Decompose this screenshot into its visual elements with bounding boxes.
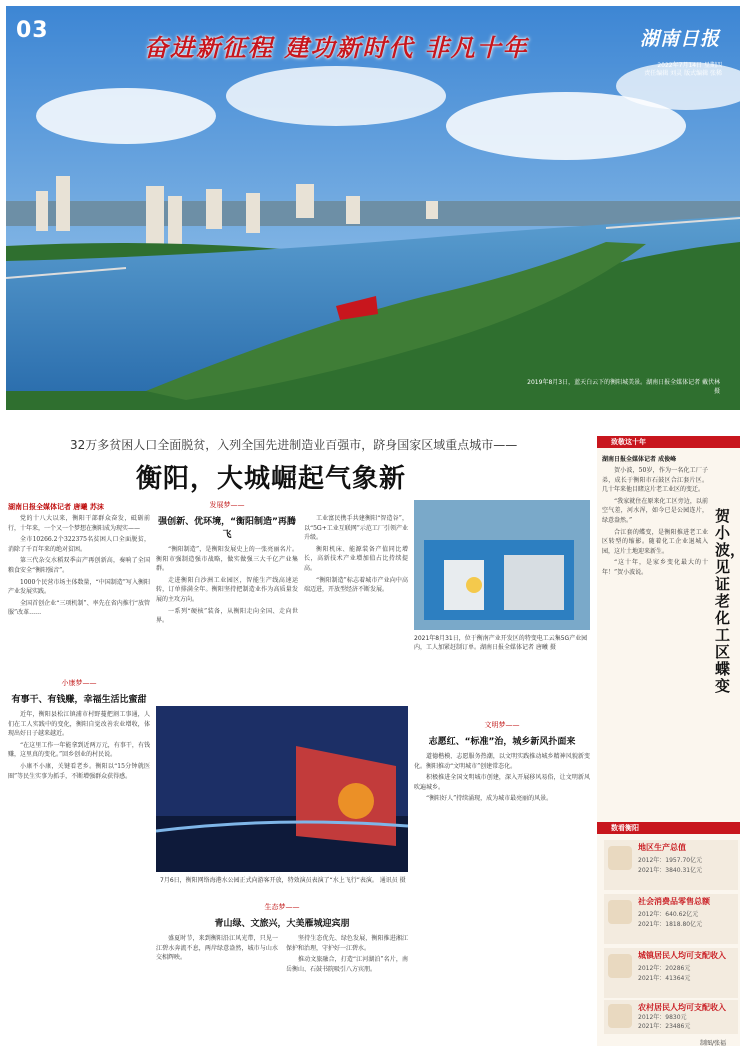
paragraph: 走进衡阳白沙洲工业园区，智能生产线高速运转，订单排满全年。衡阳坚持把制造业作为高质量发展的主攻方向。	[156, 576, 298, 603]
stat-retail	[604, 894, 738, 944]
paragraph: 积极推进全国文明城市创建，深入开展移风易俗，让文明新风吹遍城乡。	[414, 774, 590, 791]
paragraph: 1000个民营市场主体数量，“中国制造”写入衡阳产业发展实践。	[8, 578, 150, 596]
subhead-title: 强创新、优环境，“衡阳制造”再腾飞	[158, 517, 296, 540]
stat-2021: 2021年：1818.80亿元	[638, 921, 703, 928]
article-headline: 衡阳，大城崛起气象新	[136, 464, 407, 494]
stat-title: 农村居民人均可支配收入	[638, 1003, 726, 1012]
paragraph: 第三代杂交水稻双季亩产再创新高，奏响了全国粮食安全“衡阳强音”。	[8, 557, 150, 574]
farm-icon	[608, 1004, 632, 1028]
vertical-title: 贺小波，见证老化工区蝶变	[715, 507, 746, 695]
paragraph: 一系列“硬核”装备，从衡阳走向全国、走向世界。	[156, 607, 298, 625]
paragraph: “这十年，是家乡变化最大的十年！”贺小波说。	[602, 559, 708, 576]
subhead-kicker: 文明梦——	[484, 721, 520, 729]
stat-title: 地区生产总值	[638, 843, 686, 852]
factory-image	[414, 500, 590, 630]
column-eco	[156, 902, 408, 1050]
subhead-kicker: 生态梦——	[264, 903, 300, 911]
subhead-title: 志愿红、“标准”治，城乡新风扑面来	[428, 737, 576, 747]
subhead-title: 有事干、有钱赚，幸福生活比蜜甜	[11, 694, 147, 705]
factory-photo	[414, 500, 590, 630]
hero-caption: 2019年8月3日，蓝天白云下的衡阳城美景。湖南日报全媒体记者 戴伏林 摄	[527, 379, 720, 395]
paragraph: 全国首创企业“三项机制”、率先在省内推行“放管服”改革……	[8, 599, 150, 617]
factory-caption: 2021年8月31日，位于衡南产业开发区的特变电工云集5G产业园内，工人加紧赶制订单。湖南日报全媒体记者 唐曦 摄	[414, 635, 588, 651]
stat-2012: 2012年：640.62亿元	[638, 911, 699, 918]
paragraph: “在这里工作一年能拿到近两万元，有事干，有钱赚，这里真的变化。”回乡创业的村民说。	[8, 741, 150, 759]
paragraph: 盛夏时节，来到衡阳沿江风光带，只见一江碧水奔流不息，两岸绿意盎然，城市与山水交相辉映。	[156, 935, 278, 962]
chart-icon	[608, 846, 632, 870]
night-show-photo	[156, 706, 408, 872]
stat-rural-income	[604, 1000, 738, 1034]
stat-gdp	[604, 840, 738, 890]
building-icon	[608, 954, 632, 978]
cart-icon	[608, 900, 632, 924]
paragraph: 坚持生态优先、绿色发展，衡阳推进湘江保护和治理，守护好一江碧水。	[286, 935, 408, 952]
paragraph: 党的十八大以来，衡阳干部群众奋发，砥砺前行，十年来，一个又一个梦想在衡阳成为现实——	[8, 515, 150, 532]
stat-2021: 2021年：23486元	[638, 1023, 691, 1030]
column-3	[304, 514, 408, 700]
paragraph: “衡阳制造”标志着城市产业向中高端迈进，开放型经济不断发展。	[304, 576, 408, 594]
issue-editors: 责任编辑 刘灵 版式编辑 张稀	[644, 70, 722, 77]
masthead-logo: 湖南日报	[639, 28, 720, 50]
stat-title: 城镇居民人均可支配收入	[638, 951, 726, 960]
page-number: 03	[16, 18, 49, 43]
paragraph: 全市10266.2个322375名贫困人口全面脱贫，消除了千百年来的绝对贫困。	[8, 536, 150, 553]
chart-credit: 制图/张福	[700, 1040, 727, 1047]
issue-date: 2022年7月14日 星期四	[657, 62, 722, 69]
stat-2012: 2012年：1957.70亿元	[638, 857, 703, 864]
paragraph: “衡阳制造”，是衡阳发展史上的一张亮丽名片。衡阳市强制造强市战略，做实做强三大千亿产业集群。	[156, 546, 298, 573]
tag-stats: 数看衡阳	[597, 822, 740, 834]
stat-2021: 2021年：3840.31亿元	[638, 867, 703, 874]
column-2	[156, 500, 298, 700]
paragraph: 小康不小康，关键看老乡。衡阳以“15分钟就医圈”等民生实事为抓手，不断增强群众获得感。	[8, 762, 150, 780]
night-show-image	[156, 706, 408, 872]
paragraph: 贺小波，50岁，作为一名化工厂子弟，成长于衡阳市石鼓区合江套片区。几十年来他目睹这片老工业区的变迁。	[602, 467, 708, 494]
paragraph: 近年，衡阳县松江镇浦市村野蔓把割工事通，人们在工人实践中的变化，衡阳自觉改善农业增收，体现出好日子越来越近。	[8, 710, 150, 738]
river-city-panorama	[6, 6, 740, 410]
tag-salute-decade: 致敬这十年	[597, 436, 740, 448]
paragraph: 工业富民携手共建衡阳“智造谷”，以“5G+工业互联网”示范工厂引领产业升级。	[304, 515, 408, 542]
stat-2021: 2021年：41364元	[638, 975, 691, 982]
column-1	[8, 514, 150, 1050]
stat-2012: 2012年：9830元	[638, 1014, 687, 1021]
article-kicker: 32万多贫困人口全面脱贫，入列全国先进制造业百强市，跻身国家区域重点城市——	[70, 438, 518, 452]
subhead-kicker: 小康梦——	[61, 678, 97, 687]
paragraph: 合江套的蝶变，是衡阳推进老工业区转型的缩影。随着化工企业退城入园，这片土地迎来新生。	[602, 528, 708, 555]
issue-meta	[644, 62, 722, 78]
paragraph: 道德楷模、志愿服务热潮，以文明实践推动城乡精神风貌新变化。衡阳推动“文明城市”创建常态化。	[414, 753, 590, 770]
night-show-caption: 7月6日，衡阳网络海港水公园正式向游客开放，特效演员表演了“水上飞行”表演。 通讯员 摄	[160, 877, 406, 884]
slogan-banner: 奋进新征程 建功新时代 非凡十年	[144, 34, 529, 62]
hero-photo	[6, 6, 740, 410]
subhead-kicker: 发展梦——	[209, 501, 245, 509]
stat-urban-income	[604, 948, 738, 998]
subhead-title: 青山绿、文旅兴，大美雁城迎宾朋	[214, 919, 350, 929]
sidebar-story	[602, 454, 708, 794]
article-byline: 湖南日报全媒体记者 唐曦 苏沫	[8, 503, 104, 511]
paragraph: 推动文旅融合，打造“江河湖泊”名片，南岳衡山、石鼓书院吸引八方宾朋。	[286, 956, 408, 973]
paragraph: “我家就住在原来化工区旁边，以前空气差，河水浑，如今已是公园连片，绿意盎然。”	[602, 497, 708, 524]
paragraph: 衡阳机床、能源装备产值同比增长，高新技术产业增加值占比持续提高。	[304, 545, 408, 572]
sidebar-byline: 湖南日报全媒体记者 成俊峰	[602, 456, 677, 463]
column-civility	[414, 720, 590, 1050]
paragraph: “衡阳好人”持续涌现，成为城市最亮丽的风景。	[426, 795, 553, 803]
stat-title: 社会消费品零售总额	[638, 897, 710, 906]
stat-2012: 2012年：20286元	[638, 965, 691, 972]
